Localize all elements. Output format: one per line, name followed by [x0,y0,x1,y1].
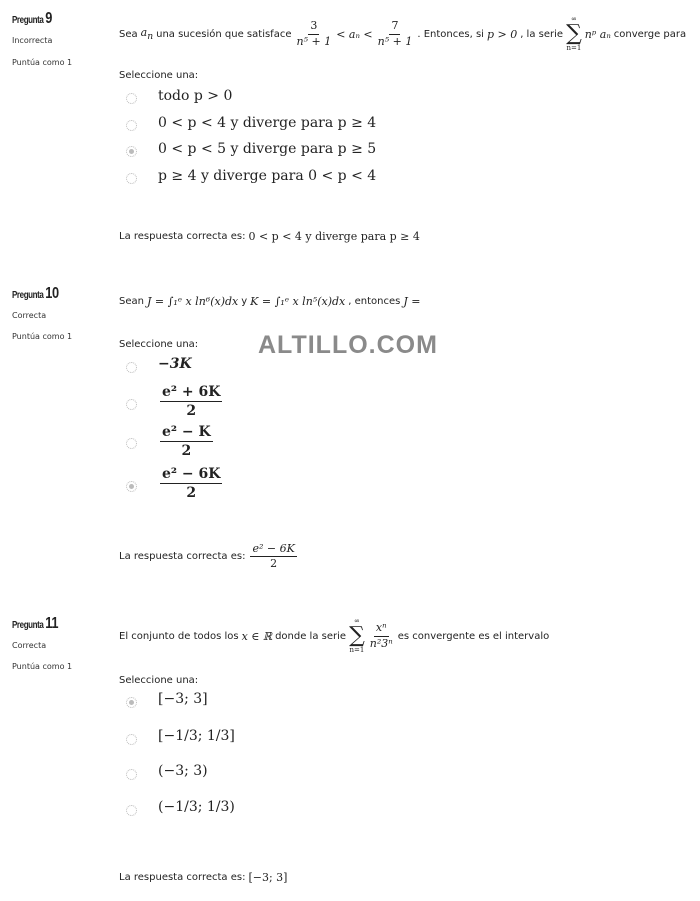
option-label[interactable]: $\frac{\text{e² − 6K}}{2}$ [162,466,221,502]
option-label[interactable]: 0 < p < 4 y diverge para p ≥ 4 [158,115,377,131]
option-radio[interactable] [126,173,137,184]
select-label: Seleccione una: [119,339,199,350]
question-9-text: Sea $a_n$ una sucesión que satisface $\frac{3}{\text{n⁵ + 1}}$ < aₙ < $\frac{7}{\text{n⁵ + 1}}$ . Entonces, si p > 0 , la serie ∞ ∑ n=1 nᵖ aₙ converge para [119,15,687,52]
option-radio[interactable] [126,769,137,780]
option-radio[interactable] [126,438,137,449]
watermark: ALTILLO.COM [258,331,438,359]
question-10-status: Correcta [12,311,47,320]
option-label[interactable]: (−3; 3) [158,763,208,779]
option-radio-selected[interactable] [126,697,137,708]
option-radio[interactable] [126,734,137,745]
option-radio-selected[interactable] [126,146,137,157]
correct-answer: La respuesta correcta es: 0 < p < 4 y diverge para p ≥ 4 [119,230,420,243]
option-label[interactable]: todo p > 0 [158,88,233,104]
option-label[interactable]: −3K [158,356,192,372]
option-radio[interactable] [126,362,137,373]
option-label[interactable]: (−1/3; 1/3) [158,799,235,815]
question-11-text: El conjunto de todos los x ∈ ℝ donde la serie ∞ ∑ n=1 $\frac{\text{xⁿ}}{\text{n²3ⁿ}}$ es convergente es el intervalo [119,617,550,654]
question-10-score: Puntúa como 1 [12,332,73,341]
question-10-title: Pregunta 10 [12,285,59,302]
question-10-text: Sean J = ∫₁ᵉ x ln⁶(x)dx y K = ∫₁ᵉ x ln⁵(x)dx , entonces J = [119,295,421,308]
option-label[interactable]: [−3; 3] [158,691,208,707]
option-radio[interactable] [126,120,137,131]
option-label[interactable]: p ≥ 4 y diverge para 0 < p < 4 [158,168,377,184]
question-11-score: Puntúa como 1 [12,662,73,671]
question-9-status: Incorrecta [12,36,53,45]
option-label[interactable]: $\frac{\text{e² + 6K}}{2}$ [162,384,221,420]
select-label: Seleccione una: [119,675,199,686]
option-label[interactable]: [−1/3; 1/3] [158,728,235,744]
option-radio-selected[interactable] [126,481,137,492]
option-label[interactable]: 0 < p < 5 y diverge para p ≥ 5 [158,141,377,157]
option-radio[interactable] [126,805,137,816]
option-radio[interactable] [126,93,137,104]
question-11-status: Correcta [12,641,47,650]
option-label[interactable]: $\frac{\text{e² − K}}{2}$ [162,424,211,460]
question-9-score: Puntúa como 1 [12,58,73,67]
correct-answer: La respuesta correcta es: $\frac{\text{e² − 6K}}{2}$ [119,542,295,571]
correct-answer: La respuesta correcta es: [−3; 3] [119,871,288,884]
question-11-title: Pregunta 11 [12,615,59,632]
option-radio[interactable] [126,399,137,410]
question-9-title: Pregunta 9 [12,10,53,27]
select-label: Seleccione una: [119,70,199,81]
